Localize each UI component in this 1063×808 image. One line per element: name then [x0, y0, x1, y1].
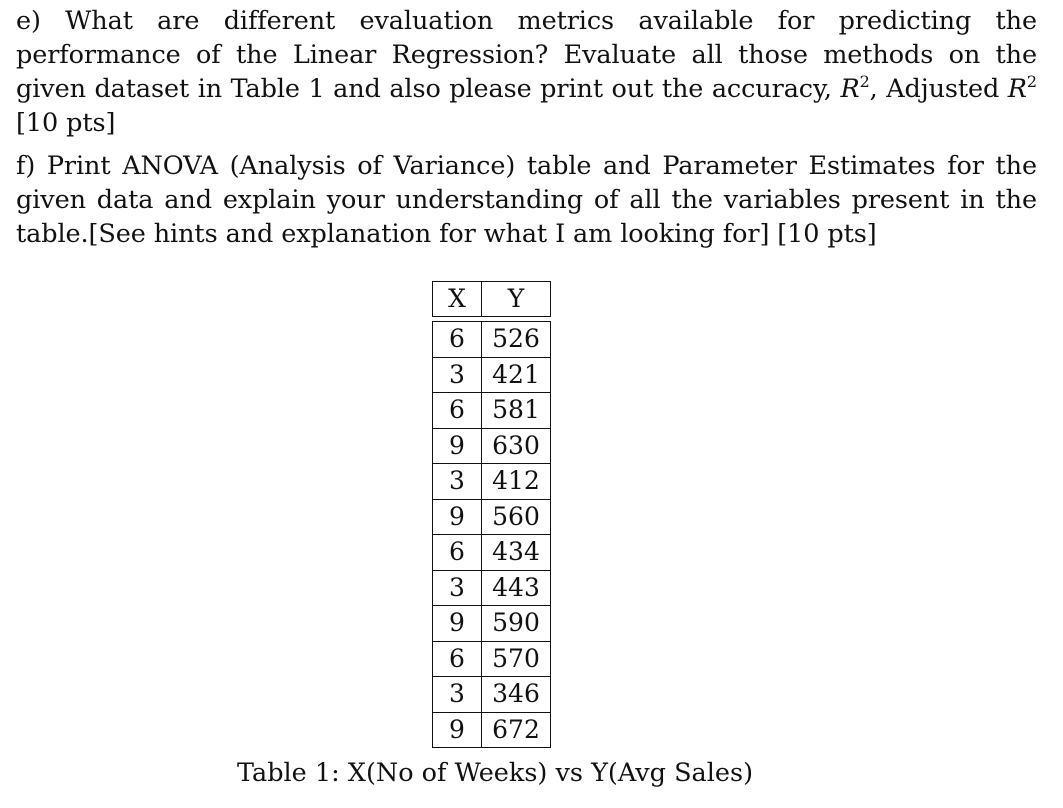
cell-y: 346 — [482, 677, 551, 713]
cell-x: 3 — [433, 464, 482, 500]
cell-x: 9 — [433, 712, 482, 748]
table-row — [433, 499, 551, 535]
table-row — [433, 535, 551, 571]
question-e-points: [10 pts] — [16, 108, 116, 138]
table-row — [433, 641, 551, 677]
cell-x: 6 — [433, 322, 482, 358]
table-row — [433, 428, 551, 464]
cell-y: 443 — [482, 570, 551, 606]
table-row — [433, 570, 551, 606]
cell-x: 6 — [433, 641, 482, 677]
data-table-container — [432, 281, 551, 748]
cell-y: 421 — [482, 357, 551, 393]
question-e-text: What are different evaluation metrics available for predicting the performance of the Linear Regression? Evaluate all those methods on the given dataset in Table 1 and also please print out the accuracy, — [16, 6, 1037, 104]
cell-y: 526 — [482, 322, 551, 358]
r-squared-variable: R — [840, 74, 860, 104]
question-e-paragraph — [16, 4, 1037, 140]
table-row — [433, 464, 551, 500]
cell-y: 590 — [482, 606, 551, 642]
header-x: X — [433, 282, 482, 317]
table-row — [433, 712, 551, 748]
adjusted-r-squared-exponent: 2 — [1026, 72, 1037, 91]
r-squared-exponent: 2 — [859, 72, 870, 91]
data-table — [432, 281, 551, 748]
cell-x: 6 — [433, 393, 482, 429]
cell-x: 3 — [433, 570, 482, 606]
cell-y: 570 — [482, 641, 551, 677]
question-e-middle-text: , Adjusted — [869, 74, 1008, 104]
cell-x: 6 — [433, 535, 482, 571]
cell-x: 9 — [433, 428, 482, 464]
cell-y: 581 — [482, 393, 551, 429]
cell-x: 9 — [433, 499, 482, 535]
header-y: Y — [482, 282, 551, 317]
question-e-label: e) — [16, 6, 41, 36]
table-body — [433, 317, 551, 748]
question-f-label: f) — [16, 151, 36, 181]
question-f-paragraph — [16, 149, 1037, 251]
cell-x: 3 — [433, 357, 482, 393]
table-row — [433, 606, 551, 642]
cell-x: 3 — [433, 677, 482, 713]
table-row — [433, 357, 551, 393]
cell-y: 560 — [482, 499, 551, 535]
cell-y: 630 — [482, 428, 551, 464]
cell-x: 9 — [433, 606, 482, 642]
cell-y: 672 — [482, 712, 551, 748]
table-row — [433, 322, 551, 358]
table-row — [433, 677, 551, 713]
table-caption: Table 1: X(No of Weeks) vs Y(Avg Sales) — [236, 758, 754, 788]
cell-y: 434 — [482, 535, 551, 571]
adjusted-r-squared-variable: R — [1007, 74, 1027, 104]
cell-y: 412 — [482, 464, 551, 500]
table-header-row — [433, 282, 551, 317]
table-row — [433, 393, 551, 429]
question-f-text: Print ANOVA (Analysis of Variance) table and Parameter Estimates for the given data and explain your understanding of all the variables present in the table.[See hints and explanation for what I am looking for] [10 pts] — [16, 151, 1037, 249]
